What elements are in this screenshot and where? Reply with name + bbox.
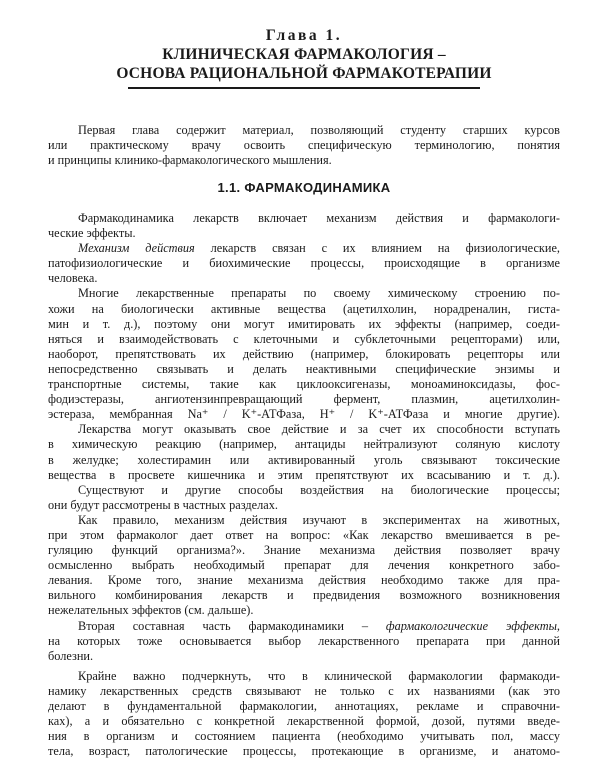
paragraph-2 <box>48 241 560 286</box>
chapter-header <box>48 26 560 83</box>
paragraph-3 <box>48 286 560 422</box>
intro-line: или практическому врачу освоить специфическую терминологию, понятия <box>48 138 560 152</box>
text-line <box>48 241 560 256</box>
text-line: хожи на биологически активные вещества (ацетилхолин, норадреналин, гиста- <box>48 301 560 316</box>
intro-line: и принципы клинико-фармакологического мышления. <box>48 153 332 167</box>
text-line: Как правило, механизм действия изучают в экспериментах на животных, <box>78 512 560 527</box>
text-line: они будут рассмотрены в частных разделах. <box>48 497 278 512</box>
text-line: на которых тоже основывается выбор лекарственного препарата при данной <box>48 633 560 648</box>
text-line: при этом фармаколог дает ответ на вопрос: «Как лекарство вмешивается в ре- <box>48 527 560 542</box>
text-line: в желудке; холестирамин или активированный уголь связывают токсические <box>48 452 560 467</box>
chapter-title-line-1: КЛИНИЧЕСКАЯ ФАРМАКОЛОГИЯ – <box>162 46 446 63</box>
text-line: мин и т. д.), поэтому они могут имитировать их эффекты (например, соеди- <box>48 316 560 331</box>
text-line: осмысленно выбрать необходимый препарат для лечения конкретного забо- <box>48 558 560 573</box>
text-line: ческие эффекты. <box>48 226 136 241</box>
text-fragment: лекарств связан с их влиянием на физиологические, <box>194 241 560 256</box>
paragraph-6 <box>48 513 560 619</box>
text-line: наоборот, препятствовать их действию (например, блокировать рецепторы или <box>48 346 560 361</box>
intro-line: Первая глава содержит материал, позволяющий студенту старших курсов <box>78 123 560 137</box>
text-line: Многие лекарственные препараты по своему химическому строению по- <box>78 286 560 301</box>
text-line: намику лекарственных средств связывают не только с их названиями (как это <box>48 683 560 698</box>
intro-paragraph <box>48 123 560 168</box>
paragraph-4 <box>48 422 560 482</box>
paragraph-5 <box>48 483 560 513</box>
text-line: ках), а и обязательно с конкретной лекарственной формой, дозой, путями введе- <box>48 714 560 729</box>
book-page <box>48 0 560 759</box>
paragraph-1 <box>48 211 560 241</box>
text-line: левания. Кроме того, знание механизма действия необходимо также для пра- <box>48 573 560 588</box>
italic-term: фармакологические эффекты, <box>385 618 560 633</box>
text-line: Лекарства могут оказывать свое действие и за счет их способности вступать <box>78 422 560 437</box>
text-line: вещества в просвете кишечника и этим препятствуют их всасыванию и т. д.). <box>48 467 560 482</box>
text-line: Фармакодинамика лекарств включает механизм действия и фармакологи- <box>78 211 560 225</box>
text-fragment: Вторая составная часть фармакодинамики – <box>78 618 386 633</box>
text-line: транспортные системы, такие как циклооксигеназы, моноаминоксидазы, фос- <box>48 377 560 392</box>
text-line: Крайне важно подчеркнуть, что в клинической фармакологии фармакоди- <box>78 668 560 683</box>
chapter-number: Глава 1. <box>265 27 343 44</box>
italic-term: Механизм действия <box>78 241 195 256</box>
text-line: вильного комбинирования лекарств и предвидения возможного возникновения <box>48 588 560 603</box>
text-line: делают в фундаментальной фармакологии, аннотациях, рекламе и справочни- <box>48 699 560 713</box>
text-line: няться и взаимодействовать с клеточными и субклеточными рецепторами) или, <box>48 331 560 346</box>
text-line: эстераза, мембранная Na⁺ / K⁺-АТФаза, H⁺ / K⁺-АТФаза и многие другие). <box>48 407 560 422</box>
text-line: фодиэстеразы, ангиотензинпревращающий фермент, плазмин, ацетилхолин- <box>48 392 560 407</box>
text-line: болезни. <box>48 648 94 663</box>
chapter-title-line-2: ОСНОВА РАЦИОНАЛЬНОЙ ФАРМАКОТЕРАПИИ <box>116 65 492 82</box>
paragraph-7 <box>48 619 560 664</box>
text-line: гуляцию функций организма?». Знание механизма действия позволяет врачу <box>48 543 560 558</box>
text-line: в химическую реакцию (например, антациды нейтрализуют соляную кислоту <box>48 437 560 452</box>
header-rule <box>128 87 480 89</box>
text-line: ния в организм и состоянием пациента (необходимо учитывать пол, массу <box>48 729 560 744</box>
text-line: тела, возраст, патологические процессы, протекающие в организме, и анатомо- <box>48 744 560 759</box>
body-text <box>48 211 560 759</box>
text-line: нежелательных эффектов (см. дальше). <box>48 603 254 618</box>
text-line <box>48 619 560 634</box>
section-title: 1.1. ФАРМАКОДИНАМИКА <box>217 180 391 195</box>
text-line: патофизиологические и биохимические процессы, происходящие в организме <box>48 256 560 271</box>
text-line: непосредственно связывать и делать неактивными специфические энзимы и <box>48 361 560 376</box>
text-line: Существуют и другие способы воздействия на биологические процессы; <box>78 482 560 497</box>
text-line: человека. <box>48 271 98 286</box>
paragraph-8 <box>48 669 560 759</box>
